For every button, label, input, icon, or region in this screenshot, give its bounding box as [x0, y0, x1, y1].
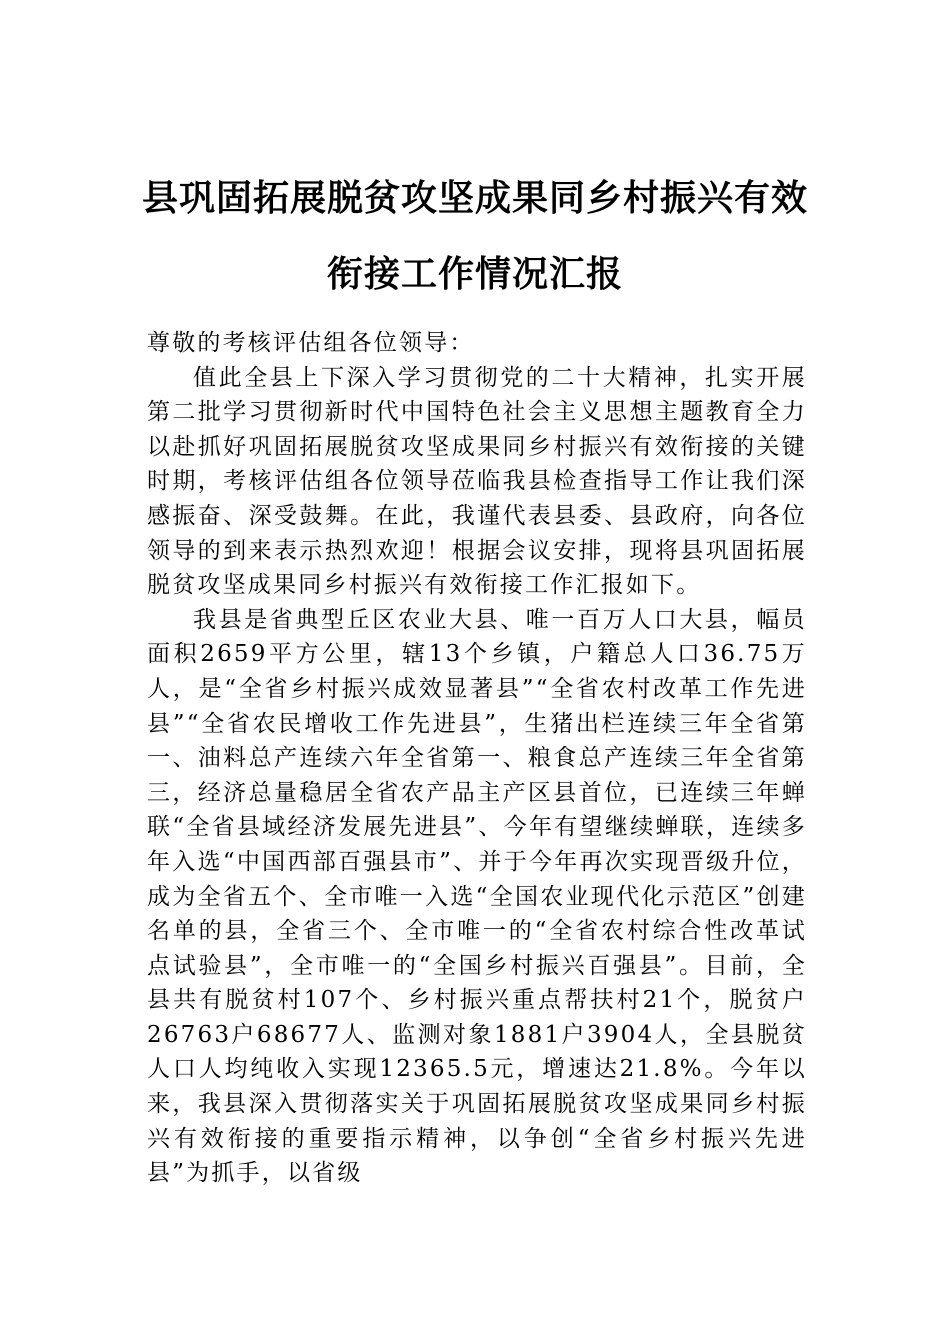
paragraph-intro: 值此全县上下深入学习贯彻党的二十大精神，扎实开展第二批学习贯彻新时代中国特色社会主义思想主题教育全力以赴抓好巩固拓展脱贫攻坚成果同乡村振兴有效衔接的关键时期，考核评估组各位领导莅临我县检查指导工作让我们深感振奋、深受鼓舞。在此，我谨代表县委、县政府，向各位领导的到来表示热烈欢迎！根据会议安排，现将县巩固拓展脱贫攻坚成果同乡村振兴有效衔接工作汇报如下。	[147, 364, 807, 599]
salutation: 尊敬的考核评估组各位领导：	[147, 330, 475, 356]
title-line-2: 衔接工作情况汇报	[326, 253, 623, 295]
title-line-1: 县巩固拓展脱贫攻坚成果同乡村振兴有效	[141, 177, 808, 219]
paragraph-county-overview: 我县是省典型丘区农业大县、唯一百万人口大县，幅员面积2659平方公里，辖13个乡镇，户籍总人口36.75万人，是“全省乡村振兴成效显著县”“全省农村改革工作先进县”“全省农民增收工作先进县”，生猪出栏连续三年全省第一、油料总产连续六年全省第一、粮食总产连续三年全省第三，经济总量稳居全省农产品主产区县首位，已连续三年蝉联“全省县域经济发展先进县”、今年有望继续蝉联，连续多年入选“中国西部百强县市”、并于今年再次实现晋级升位，成为全省五个、全市唯一入选“全国农业现代化示范区”创建名单的县，全省三个、全市唯一的“全省农村综合性改革试点试验县”，全市唯一的“全国乡村振兴百强县”。目前，全县共有脱贫村107个、乡村振兴重点帮扶村21个，脱贫户26763户68677人、监测对象1881户3904人，全县脱贫人口人均纯收入实现12365.5元，增速达21.8%。今年以来，我县深入贯彻落实关于巩固拓展脱贫攻坚成果同乡村振兴有效衔接的重要指示精神，以争创“全省乡村振兴先进县”为抓手，以省级	[147, 606, 807, 1187]
document-body	[147, 326, 807, 1191]
document-title	[120, 160, 830, 312]
